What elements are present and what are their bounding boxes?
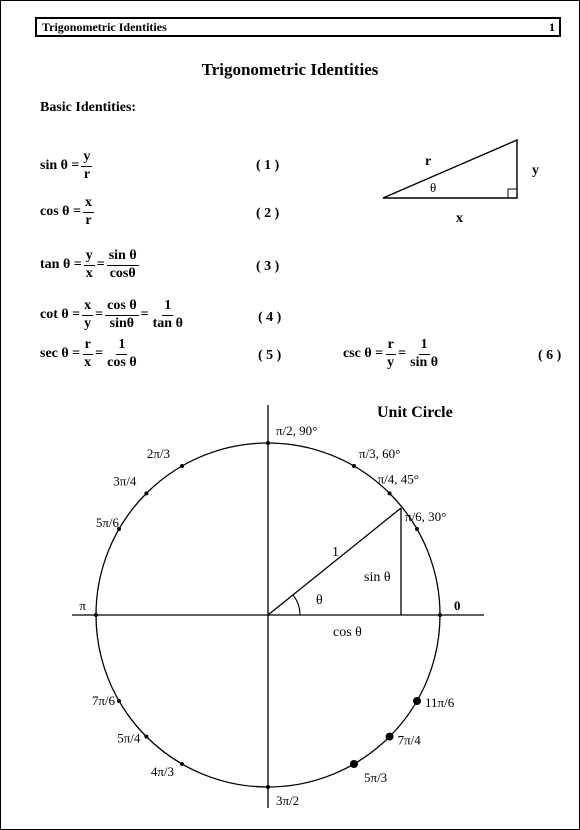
equals-sign: = <box>95 307 104 323</box>
numerator: x <box>82 299 93 316</box>
angle-label-30: π/6, 30° <box>405 509 447 524</box>
denominator: cosθ <box>109 265 136 281</box>
angle-label-90: π/2, 90° <box>276 423 318 438</box>
numerator: 1 <box>419 338 430 355</box>
sin-label: sin θ <box>364 570 391 585</box>
equals-sign: = <box>140 307 149 323</box>
equation-number: ( 3 ) <box>256 259 280 274</box>
angle-point-210 <box>117 699 121 703</box>
eq-lhs: sin θ = <box>40 158 80 174</box>
denominator: y <box>387 354 395 370</box>
equation-number: ( 4 ) <box>258 310 282 325</box>
angle-point-270 <box>266 785 270 789</box>
numerator: x <box>83 196 94 213</box>
header-title: Trigonometric Identities <box>42 20 167 34</box>
unit-circle-title: Unit Circle <box>377 404 453 421</box>
equation-number: ( 5 ) <box>258 348 282 363</box>
denominator: r <box>83 166 91 182</box>
denominator: y <box>84 315 92 331</box>
numerator: cos θ <box>105 299 138 316</box>
equation-number: ( 2 ) <box>256 206 280 221</box>
angle-label-225: 5π/4 <box>117 730 141 746</box>
section-title: Basic Identities: <box>40 100 137 115</box>
angle-label-315: 7π/4 <box>397 732 421 748</box>
angle-point-90 <box>266 441 270 445</box>
numerator: y <box>84 249 95 266</box>
angle-arc <box>293 595 300 615</box>
equals-sign: = <box>96 257 105 273</box>
numerator: 1 <box>116 338 127 355</box>
denominator: sin θ <box>410 354 439 370</box>
denominator: r <box>85 212 92 228</box>
eq-lhs: cot θ = <box>40 307 81 323</box>
eq-lhs: cos θ = <box>40 204 81 220</box>
angle-point-225 <box>144 735 148 739</box>
numerator: r <box>386 338 396 355</box>
angle-label-270: 3π/2 <box>276 793 300 808</box>
equation-number: ( 6 ) <box>538 348 562 363</box>
angle-point-240 <box>180 762 184 766</box>
angle-point-60 <box>352 464 356 468</box>
angle-point-135 <box>144 491 148 495</box>
eq-lhs: tan θ = <box>40 257 82 273</box>
angle-point-330 <box>413 697 421 705</box>
denominator: cos θ <box>107 354 137 370</box>
eq-lhs: csc θ = <box>343 346 384 362</box>
denominator: tan θ <box>152 315 183 331</box>
angle-label-0: 0 <box>454 598 461 613</box>
numerator: y <box>81 150 92 167</box>
angle-point-300 <box>350 760 358 768</box>
eq-lhs: sec θ = <box>40 346 81 362</box>
equation-number: ( 1 ) <box>256 158 280 173</box>
cos-label: cos θ <box>333 625 362 640</box>
angle-label-240: 4π/3 <box>150 764 174 779</box>
triangle-angle-label: θ <box>430 180 437 195</box>
angle-label-60: π/3, 60° <box>359 446 401 461</box>
equals-sign: = <box>398 346 407 362</box>
angle-label-330: 11π/6 <box>425 695 455 710</box>
angle-label-180: π <box>79 598 86 613</box>
angle-label-150: 5π/6 <box>95 515 119 530</box>
radius-label: 1 <box>332 545 339 560</box>
angle-point-180 <box>94 613 98 617</box>
angle-point-120 <box>180 464 184 468</box>
numerator: sin θ <box>107 249 139 266</box>
page-number: 1 <box>549 20 555 34</box>
radius-line <box>268 508 401 615</box>
angle-label-120: 2π/3 <box>146 446 170 461</box>
hypotenuse-label: r <box>425 154 432 169</box>
numerator: 1 <box>162 299 173 316</box>
denominator: x <box>84 354 92 370</box>
angle-point-45 <box>388 491 392 495</box>
document-title: Trigonometric Identities <box>201 60 379 79</box>
angle-label-45: π/4, 45° <box>377 471 419 487</box>
angle-point-0 <box>438 613 442 617</box>
denominator: x <box>85 265 93 281</box>
numerator: r <box>83 338 93 355</box>
opposite-label: y <box>532 163 539 178</box>
denominator: sinθ <box>109 315 135 331</box>
angle-label-135: 3π/4 <box>113 473 137 489</box>
angle-point-315 <box>386 733 394 741</box>
angle-point-30 <box>415 527 419 531</box>
angle-label-300: 5π/3 <box>364 770 388 785</box>
equals-sign: = <box>95 346 104 362</box>
theta-label: θ <box>316 593 323 608</box>
angle-label-210: 7π/6 <box>91 693 115 708</box>
adjacent-label: x <box>456 211 463 226</box>
